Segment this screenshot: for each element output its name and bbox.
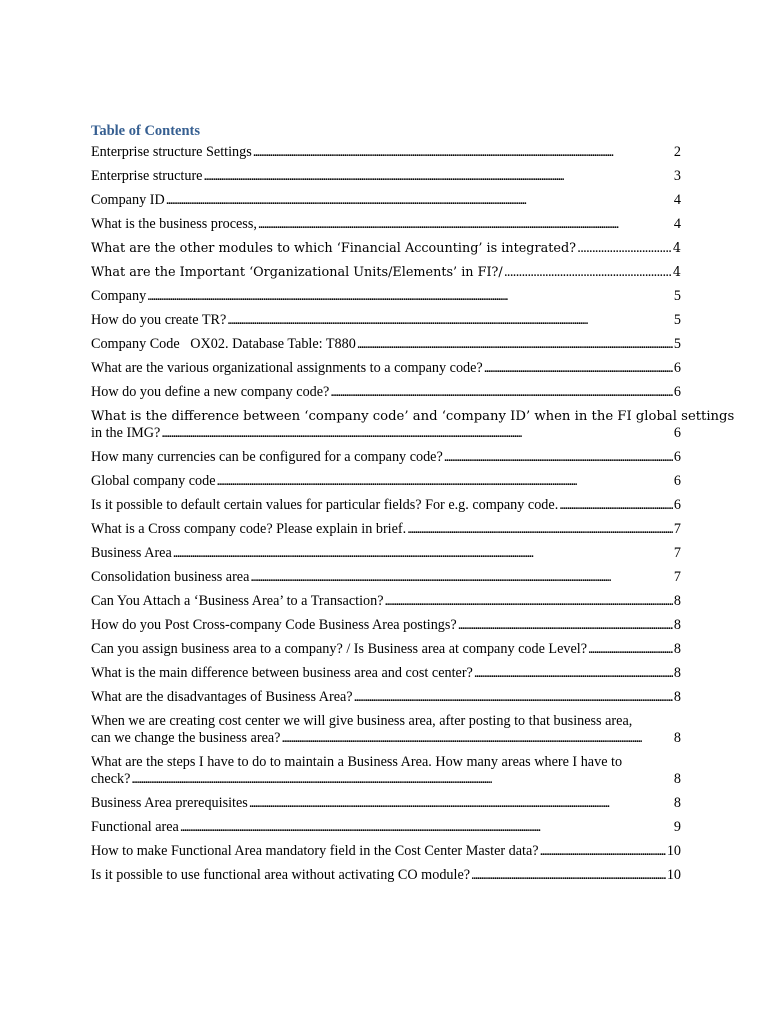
toc-entry-page: 8 [673, 689, 681, 705]
dot-leader [504, 264, 672, 281]
dot-leader [484, 360, 673, 377]
dot-leader [249, 795, 673, 812]
toc-entry[interactable] [91, 617, 681, 634]
toc-entry-page: 6 [673, 497, 681, 513]
toc-entry[interactable] [91, 216, 681, 233]
dot-leader [250, 569, 673, 586]
toc-entry-text: How do you Post Cross-company Code Business Area postings? [91, 617, 457, 633]
toc-entry[interactable] [91, 867, 681, 884]
toc-entry[interactable] [91, 569, 681, 586]
toc-entry-page: 6 [673, 360, 681, 376]
toc-entry-text: What is a Cross company code? Please explain in brief. [91, 521, 407, 537]
toc-entry-text-line1: What is the difference between ‘company code’ and ‘company ID’ when in the FI global settings [91, 409, 735, 424]
dot-leader [131, 771, 673, 788]
toc-entry-text: What are the other modules to which ‘Financial Accounting’ is integrated? [91, 241, 577, 256]
toc-entry-page: 4 [672, 241, 681, 256]
toc-entry-page: 8 [673, 593, 681, 609]
toc-entry[interactable] [91, 264, 681, 281]
toc-entry-text: check? [91, 771, 131, 787]
dot-leader [474, 665, 673, 682]
toc-entry[interactable] [91, 312, 681, 329]
toc-entry[interactable] [91, 408, 735, 442]
toc-entry[interactable] [91, 288, 681, 305]
toc-entry-text: What is the main difference between business area and cost center? [91, 665, 473, 681]
toc-entry[interactable] [91, 819, 681, 836]
toc-entry-page: 3 [673, 168, 681, 184]
toc-entry[interactable] [91, 754, 681, 788]
toc-entry-text: Business Area [91, 545, 172, 561]
dot-leader [173, 545, 673, 562]
toc-entry-page: 8 [673, 617, 681, 633]
toc-entry-text: How do you create TR? [91, 312, 227, 328]
dot-leader [281, 730, 672, 747]
dot-leader [444, 449, 673, 466]
toc-entry-page: 10 [666, 867, 681, 883]
toc-entry-page: 5 [673, 288, 681, 304]
dot-leader [357, 336, 673, 353]
toc-entry-page: 4 [672, 265, 681, 280]
dot-leader [147, 288, 673, 305]
dot-leader [203, 168, 672, 185]
toc-entry[interactable] [91, 144, 681, 161]
toc-entry-page: 6 [673, 425, 681, 441]
dot-leader [458, 617, 673, 634]
toc-entry-text: Functional area [91, 819, 179, 835]
dot-leader [471, 867, 666, 884]
toc-entry-text: Is it possible to use functional area without activating CO module? [91, 867, 471, 883]
toc-entry-page: 8 [673, 665, 681, 681]
toc-entry[interactable] [91, 665, 681, 682]
dot-leader [180, 819, 673, 836]
dot-leader [354, 689, 673, 706]
toc-entry[interactable] [91, 168, 681, 185]
toc-entry-text: What is the business process, [91, 216, 257, 232]
dot-leader [588, 641, 673, 658]
toc-list [91, 144, 735, 891]
toc-entry-page: 8 [673, 771, 681, 787]
toc-entry-page: 8 [673, 730, 681, 746]
toc-entry-page: 4 [673, 216, 681, 232]
toc-entry-page: 6 [673, 384, 681, 400]
toc-entry-text-line1: When we are creating cost center we will give business area, after posting to that business area, [91, 713, 633, 729]
toc-entry[interactable] [91, 593, 681, 610]
toc-entry[interactable] [91, 449, 681, 466]
toc-entry[interactable] [91, 360, 681, 377]
dot-leader [217, 473, 673, 490]
toc-entry-page: 8 [673, 641, 681, 657]
toc-entry[interactable] [91, 473, 681, 490]
toc-entry-text: Enterprise structure Settings [91, 144, 252, 160]
dot-leader [577, 240, 672, 257]
toc-entry-text-line1: What are the steps I have to do to maintain a Business Area. How many areas where I have to [91, 754, 623, 770]
dot-leader [559, 497, 673, 514]
dot-leader [253, 144, 673, 161]
toc-entry-text: Can you assign business area to a company? / Is Business area at company code Level? [91, 641, 588, 657]
toc-entry-page: 4 [673, 192, 681, 208]
dot-leader [161, 425, 673, 442]
toc-entry-page: 5 [673, 336, 681, 352]
toc-entry-text: Enterprise structure [91, 168, 203, 184]
toc-entry-text: Business Area prerequisites [91, 795, 248, 811]
dot-leader [407, 521, 673, 538]
dot-leader [166, 192, 673, 209]
toc-entry-page: 7 [673, 569, 681, 585]
dot-leader [227, 312, 673, 329]
toc-entry[interactable] [91, 545, 681, 562]
toc-title: Table of Contents [91, 123, 201, 139]
toc-entry-page: 6 [673, 449, 681, 465]
toc-entry[interactable] [91, 641, 681, 658]
toc-entry-page: 10 [666, 843, 681, 859]
toc-entry-text: Can You Attach a ‘Business Area’ to a Transaction? [91, 593, 384, 609]
toc-entry-text: Company [91, 288, 147, 304]
dot-leader [258, 216, 673, 233]
toc-entry-page: 7 [673, 521, 681, 537]
toc-entry-text: can we change the business area? [91, 730, 281, 746]
toc-entry-page: 5 [673, 312, 681, 328]
toc-entry-text: What are the Important ‘Organizational Units/Elements’ in FI?/ [91, 265, 503, 280]
toc-entry[interactable] [91, 713, 681, 747]
toc-entry-text: in the IMG? [91, 425, 161, 441]
toc-entry-text: Is it possible to default certain values for particular fields? For e.g. company code. [91, 497, 559, 513]
toc-entry-page: 9 [673, 819, 681, 835]
toc-entry-text: Company ID [91, 192, 165, 208]
toc-entry-text: Global company code [91, 473, 216, 489]
toc-entry-page: 8 [673, 795, 681, 811]
toc-entry[interactable] [91, 336, 681, 353]
toc-entry-text: What are the disadvantages of Business Area? [91, 689, 353, 705]
toc-entry[interactable] [91, 192, 681, 209]
toc-entry[interactable] [91, 843, 681, 860]
toc-entry[interactable] [91, 240, 681, 257]
toc-entry[interactable] [91, 521, 681, 538]
dot-leader [385, 593, 673, 610]
toc-entry-page: 2 [673, 144, 681, 160]
toc-entry[interactable] [91, 689, 681, 706]
dot-leader [540, 843, 666, 860]
toc-entry-text: How many currencies can be configured for a company code? [91, 449, 443, 465]
toc-entry-text: Consolidation business area [91, 569, 250, 585]
toc-entry-text: What are the various organizational assignments to a company code? [91, 360, 483, 376]
dot-leader [330, 384, 673, 401]
toc-entry[interactable] [91, 497, 681, 514]
toc-entry-page: 7 [673, 545, 681, 561]
toc-entry-text: Company Code OX02. Database Table: T880 [91, 336, 356, 352]
toc-entry[interactable] [91, 795, 681, 812]
toc-entry-text: How to make Functional Area mandatory field in the Cost Center Master data? [91, 843, 539, 859]
toc-entry-page: 6 [673, 473, 681, 489]
toc-entry[interactable] [91, 384, 681, 401]
toc-entry-text: How do you define a new company code? [91, 384, 330, 400]
